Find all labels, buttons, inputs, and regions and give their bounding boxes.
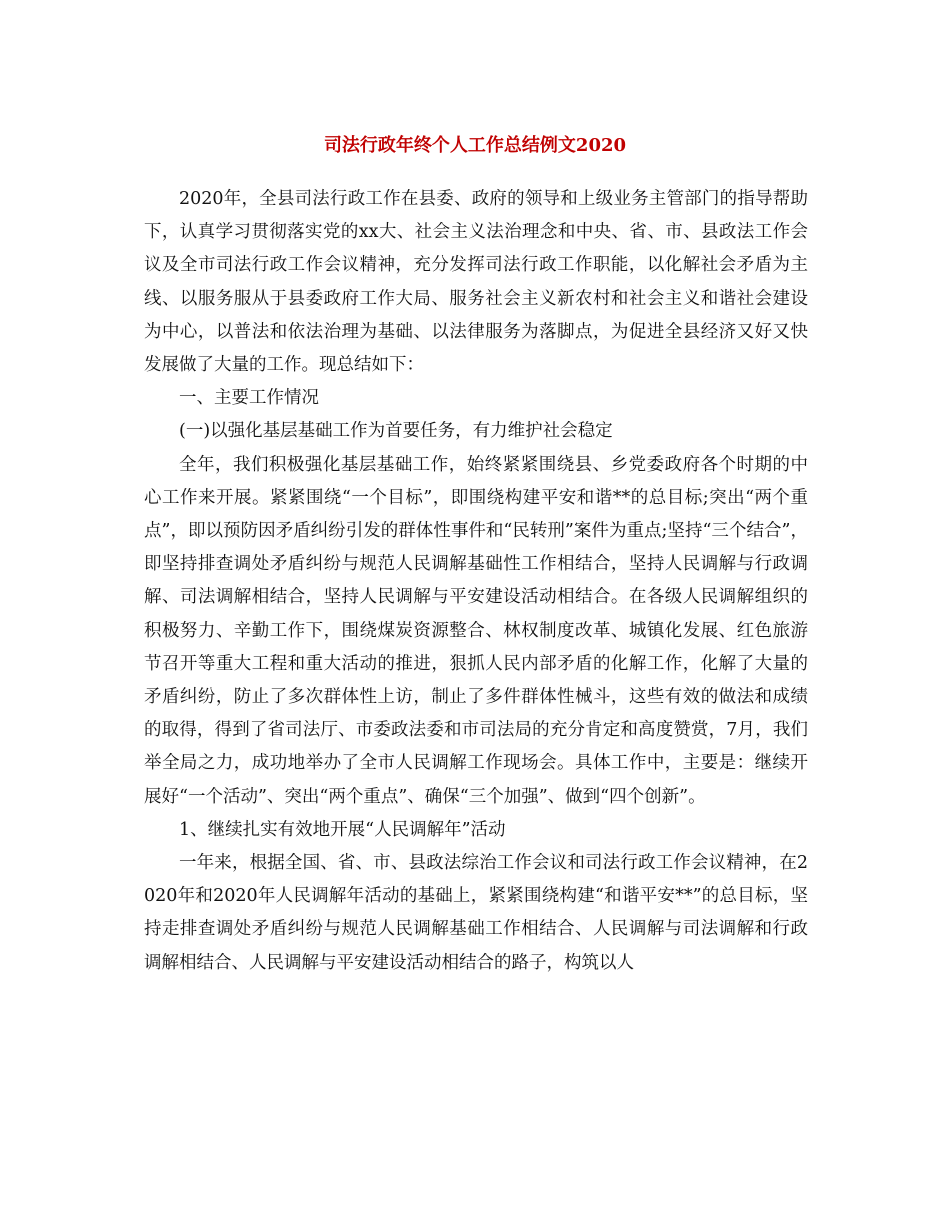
document-body	[144, 183, 808, 980]
subheading-grassroots: (一)以强化基层基础工作为首要任务，有力维护社会稳定	[179, 421, 613, 442]
document-title: 司法行政年终个人工作总结例文2020	[323, 135, 627, 156]
paragraph-mediation-year: 一年来，根据全国、省、市、县政法综治工作会议和司法行政工作会议精神，在2020年和2020年人民调解年活动的基础上，紧紧围绕构建“和谐平安**”的总目标，坚持走排查调处矛盾纠纷与规范人民调解基础工作相结合、人民调解与司法调解和行政调解相结合、人民调解与平安建设活动相结合的路子，构筑以人	[144, 853, 808, 973]
paragraph-grassroots-work: 全年，我们积极强化基层基础工作，始终紧紧围绕县、乡党委政府各个时期的中心工作来开展。紧紧围绕“一个目标”，即围绕构建平安和谐**的总目标;突出“两个重点”，即以预防因矛盾纠纷引发的群体性事件和“民转刑”案件为重点;坚持“三个结合”，即坚持排查调处矛盾纠纷与规范人民调解基础性工作相结合，坚持人民调解与行政调解、司法调解相结合，坚持人民调解与平安建设活动相结合。在各级人民调解组织的积极努力、辛勤工作下，围绕煤炭资源整合、林权制度改革、城镇化发展、红色旅游节召开等重大工程和重大活动的推进，狠抓人民内部矛盾的化解工作，化解了大量的矛盾纠纷，防止了多次群体性上访，制止了多件群体性械斗，这些有效的做法和成绩的取得，得到了省司法厅、市委政法委和市司法局的充分肯定和高度赞赏，7月，我们举全局之力，成功地举办了全市人民调解工作现场会。具体工作中，主要是：继续开展好“一个活动”、突出“两个重点”、确保“三个加强”、做到“四个创新”。	[144, 454, 808, 807]
heading-main-work: 一、主要工作情况	[179, 388, 319, 409]
subheading-mediation-year: 1、继续扎实有效地开展“人民调解年”活动	[179, 819, 506, 840]
paragraph-intro: 2020年，全县司法行政工作在县委、政府的领导和上级业务主管部门的指导帮助下，认真学习贯彻落实党的xx大、社会主义法治理念和中央、省、市、县政法工作会议及全市司法行政工作会议精神，充分发挥司法行政工作职能，以化解社会矛盾为主线、以服务服从于县委政府工作大局、服务社会主义新农村和社会主义和谐社会建设为中心，以普法和依法治理为基础、以法律服务为落脚点，为促进全县经济又好又快发展做了大量的工作。现总结如下：	[144, 189, 808, 376]
